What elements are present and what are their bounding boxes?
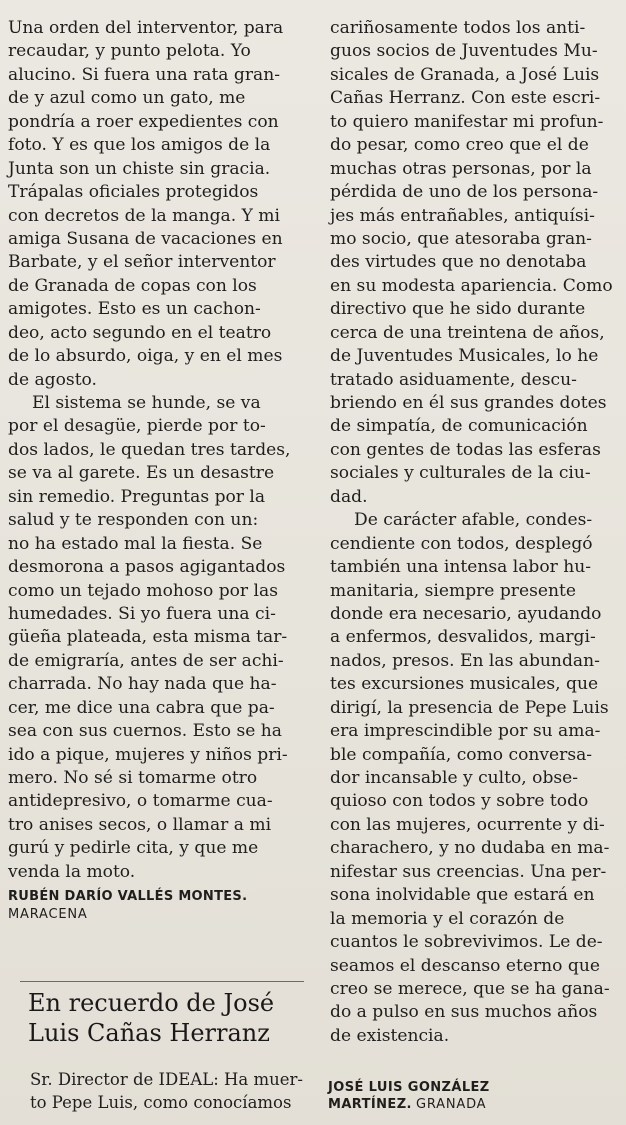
text-line: ble compañía, como conversa-: [330, 744, 593, 765]
text-line: de existencia.: [330, 1025, 450, 1046]
text-line: charachero, y no dudaba en ma-: [330, 838, 610, 859]
text-line: do a pulso en sus muchos años: [330, 1002, 598, 1023]
section-divider: [20, 981, 304, 982]
text-line: la memoria y el corazón de: [330, 908, 565, 929]
text-line: ido a pique, mujeres y niños pri-: [8, 744, 288, 765]
left-column: [8, 17, 302, 923]
text-line: de Granada de copas con los: [8, 275, 257, 296]
text-line: pondría a roer expedientes con: [8, 111, 279, 132]
text-line: de simpatía, de comunicación: [330, 416, 588, 437]
text-line: dos lados, le quedan tres tardes,: [8, 439, 291, 460]
text-line: tratado asiduamente, descu-: [330, 369, 577, 390]
text-line: do pesar, como creo que el de: [330, 135, 589, 156]
text-line: Trápalas oficiales protegidos: [8, 182, 259, 203]
text-line: como un tejado mohoso por las: [8, 580, 278, 601]
text-line: venda la moto.: [8, 861, 136, 882]
text-line: se va al garete. Es un desastre: [8, 463, 275, 484]
text-line: dor incansable y culto, obse-: [330, 768, 579, 788]
text-line: cerca de una treintena de años,: [330, 322, 605, 343]
text-line: a enfermos, desvalidos, margi-: [330, 627, 596, 648]
text-line: El sistema se hunde, se va: [32, 393, 261, 413]
text-line: Junta son un chiste sin gracia.: [8, 158, 271, 179]
text-line: güeña plateada, esta misma tar-: [8, 627, 288, 648]
text-line: tes excursiones musicales, que: [330, 674, 599, 695]
headline-line-2: Luis Cañas Herranz: [28, 1019, 270, 1047]
text-line: de emigraría, antes de ser achi-: [8, 650, 284, 671]
text-line: amiga Susana de vacaciones en: [8, 228, 283, 249]
text-line: mero. No sé si tomarme otro: [8, 768, 258, 788]
text-line: muchas otras personas, por la: [330, 158, 592, 179]
text-line: humedades. Si yo fuera una ci-: [8, 603, 276, 624]
text-line: sona inolvidable que estará en: [330, 885, 595, 906]
text-line: con decretos de la manga. Y mi: [8, 205, 280, 226]
text-line: de y azul como un gato, me: [8, 88, 246, 109]
signature-name-line-1: JOSÉ LUIS GONZÁLEZ: [328, 1080, 490, 1095]
signature-place: GRANADA: [416, 1097, 487, 1112]
text-line: sea con sus cuernos. Esto se ha: [8, 721, 282, 742]
text-line: seamos el descanso eterno que: [330, 955, 600, 976]
text-line: donde era necesario, ayudando: [330, 603, 602, 624]
text-line: era imprescindible por su ama-: [330, 721, 601, 742]
text-line: charrada. No hay nada que ha-: [8, 674, 277, 695]
article-headline: [28, 988, 318, 1048]
text-line: sin remedio. Preguntas por la: [8, 486, 266, 507]
text-line: sicales de Granada, a José Luis: [330, 64, 600, 85]
text-line: Una orden del interventor, para: [8, 18, 284, 38]
text-line: creo se merece, que se ha gana-: [330, 978, 610, 999]
signature-place: MARACENA: [8, 907, 88, 923]
text-line: De carácter afable, condes-: [354, 510, 593, 531]
text-line: de agosto.: [8, 369, 97, 390]
text-line: deo, acto segundo en el teatro: [8, 322, 272, 343]
text-line: antidepresivo, o tomarme cua-: [8, 791, 273, 812]
text-line: dirigí, la presencia de Pepe Luis: [330, 697, 609, 718]
right-column: [330, 17, 620, 1048]
letter-signature: [328, 1079, 490, 1113]
text-line: desmorona a pasos agigantados: [8, 557, 286, 578]
text-line: des virtudes que no denotaba: [330, 252, 587, 273]
text-line: también una intensa labor hu-: [330, 557, 592, 578]
text-line: guos socios de Juventudes Mu-: [330, 41, 598, 62]
text-line: por el desagüe, pierde por to-: [8, 416, 266, 437]
text-line: de lo absurdo, oiga, y en el mes: [8, 346, 283, 367]
text-line: no ha estado mal la fiesta. Se: [8, 533, 263, 554]
text-line: con gentes de todas las esferas: [330, 439, 601, 460]
text-line: cuantos le sobrevivimos. Le de-: [330, 932, 603, 953]
text-line: briendo en él sus grandes dotes: [330, 393, 607, 413]
text-line: Barbate, y el señor interventor: [8, 252, 276, 273]
text-line: cariñosamente todos los anti-: [330, 18, 586, 38]
text-line: to quiero manifestar mi profun-: [330, 111, 604, 132]
text-line: foto. Y es que los amigos de la: [8, 135, 271, 156]
text-line: con las mujeres, ocurrente y di-: [330, 814, 605, 835]
text-line: Cañas Herranz. Con este escri-: [330, 88, 601, 109]
letter-line: to Pepe Luis, como conocíamos: [30, 1093, 292, 1112]
text-line: amigotes. Esto es un cachon-: [8, 299, 261, 320]
text-line: salud y te responden con un:: [8, 510, 259, 531]
text-line: directivo que he sido durante: [330, 299, 586, 320]
text-line: gurú y pedirle cita, y que me: [8, 838, 259, 859]
text-line: pérdida de uno de los persona-: [330, 182, 599, 203]
text-line: tro anises secos, o llamar a mi: [8, 814, 272, 835]
text-line: cer, me dice una cabra que pa-: [8, 697, 275, 718]
text-line: cendiente con todos, desplegó: [330, 533, 593, 554]
text-line: recaudar, y punto pelota. Yo: [8, 41, 251, 62]
text-line: quioso con todos y sobre todo: [330, 791, 589, 812]
text-line: jes más entrañables, antiquísi-: [330, 205, 595, 226]
text-line: alucino. Si fuera una rata gran-: [8, 64, 281, 85]
letter-opening: [30, 1068, 320, 1114]
text-line: nados, presos. En las abundan-: [330, 650, 600, 671]
letter-line: Sr. Director de IDEAL: Ha muer-: [30, 1070, 303, 1089]
text-line: nifestar sus creencias. Una per-: [330, 861, 607, 882]
text-line: en su modesta apariencia. Como: [330, 275, 613, 296]
signature-name-line-2: MARTÍNEZ.: [328, 1097, 412, 1112]
text-line: dad.: [330, 486, 368, 507]
text-line: sociales y culturales de la ciu-: [330, 463, 591, 484]
text-line: manitaria, siempre presente: [330, 580, 576, 601]
text-line: mo socio, que atesoraba gran-: [330, 228, 592, 249]
text-line: de Juventudes Musicales, lo he: [330, 346, 599, 367]
headline-line-1: En recuerdo de José: [28, 989, 275, 1017]
signature-name: RUBÉN DARÍO VALLÉS MONTES.: [8, 889, 248, 905]
